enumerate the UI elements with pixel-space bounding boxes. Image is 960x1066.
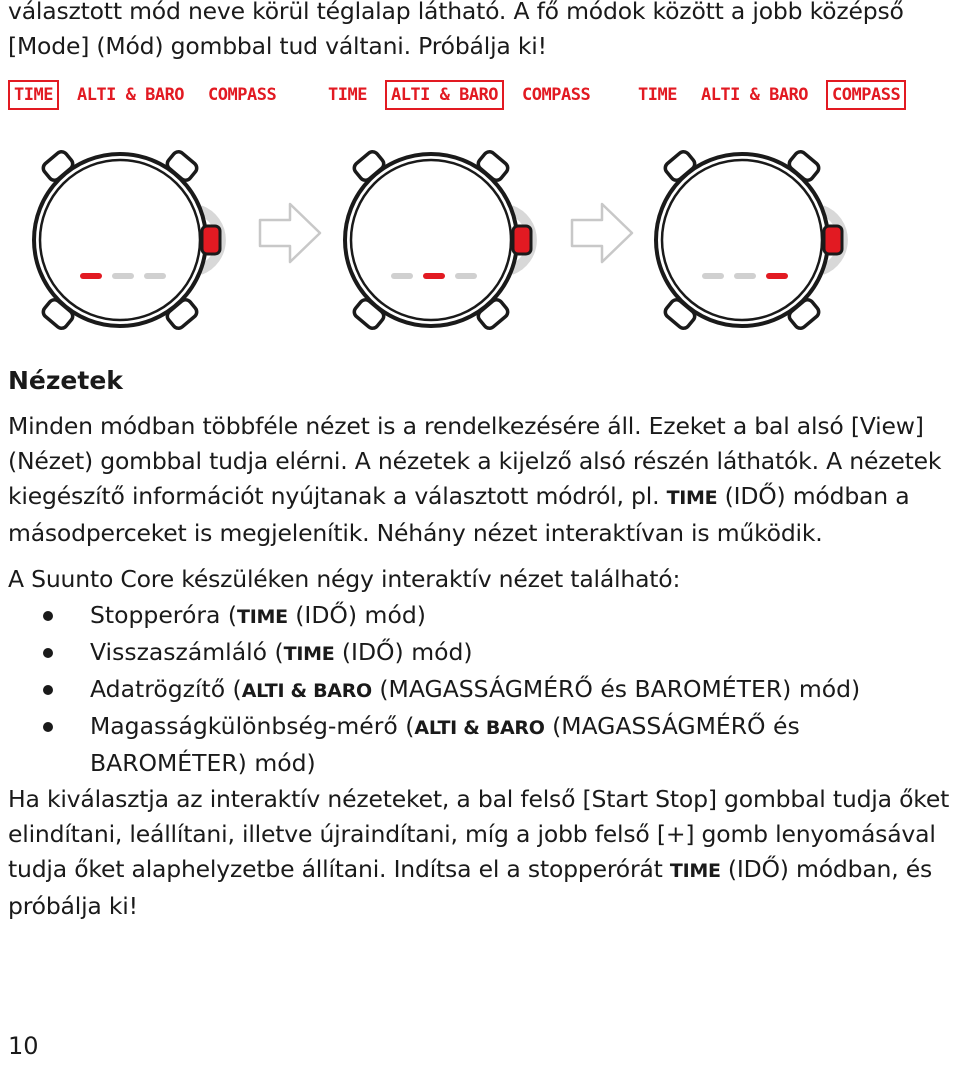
arrow-right-icon [255,198,325,268]
watch-illustration-1 [25,140,255,340]
mode-tabs-2 [322,78,596,112]
final-paragraph [8,782,956,924]
item-text: (IDŐ) mód) [287,601,426,629]
item-text: Adatrögzítő ( [90,675,242,703]
mode-indicator [702,273,724,279]
item-text: Visszaszámláló ( [90,638,284,666]
tab-time: TIME [8,80,59,110]
bullet-icon [43,648,53,658]
item-text: (MAGASSÁGMÉRŐ és BAROMÉTER) mód) [90,712,800,777]
tab-alti-baro: ALTI & BARO [385,80,504,110]
final-text-1: Ha kiválasztja az interaktív nézeteket, a bal felső [Start Stop] gombbal tudja őket elindítani, leállítani, illetve újraindítani, míg a jobb felső [+] gomb lenyomásával tudja őket alaphelyzetbe állítani. Indítsa el a stopperórát [8,785,950,883]
mode-keyword: ALTI & BARO [241,680,372,702]
views-text-2: (IDŐ) módban a másodperceket is megjelenítik. Néhány nézet interaktívan is működik. [8,482,910,547]
mode-button [202,226,220,254]
list-item [40,635,956,672]
watch-illustration-3 [647,140,877,340]
mode-indicator [391,273,413,279]
mode-button [824,226,842,254]
tab-compass: COMPASS [522,85,591,105]
section-heading: Nézetek [8,366,123,395]
mode-keyword: TIME [283,643,335,665]
watch-case [656,154,828,326]
interactive-views-list [40,598,956,781]
tab-compass: COMPASS [826,80,906,110]
mode-tabs-3 [632,78,906,112]
bullet-icon [43,611,53,621]
item-text: Stopperóra ( [90,601,238,629]
list-item [40,672,956,709]
interactive-intro: A Suunto Core készüléken négy interaktív nézet található: [8,565,681,593]
mode-tabs-1 [8,78,282,112]
active-mode-indicator [423,273,445,279]
views-paragraph [8,409,956,551]
list-item [40,709,956,781]
arrow-right-icon [567,198,637,268]
intro-line-2: [Mode] (Mód) gombbal tud váltani. Próbálja ki! [8,32,547,60]
item-text: (IDŐ) mód) [334,638,473,666]
intro-paragraph [8,0,956,64]
bullet-icon [43,685,53,695]
watch-case [345,154,517,326]
mode-keyword: TIME [666,487,718,509]
views-text-1: Minden módban többféle nézet is a rendelkezésére áll. Ezeket a bal alsó [View] (Nézet) gombbal tudja elérni. A nézetek a kijelző alsó részén láthatók. A nézetek kiegészítő információt nyújtanak a választott módról, pl. [8,412,942,510]
mode-switch-diagram [0,78,960,338]
page-number: 10 [8,1032,39,1060]
mode-indicator [455,273,477,279]
active-mode-indicator [80,273,102,279]
mode-keyword: TIME [669,860,721,882]
watch-illustration-2 [336,140,566,340]
mode-indicator [144,273,166,279]
final-text-2: (IDŐ) módban, és próbálja ki! [8,855,933,920]
list-item [40,598,956,635]
tab-alti-baro: ALTI & BARO [76,85,185,105]
mode-indicator [734,273,756,279]
item-text: Magasságkülönbség-mérő ( [90,712,415,740]
intro-line-1: választott mód neve körül téglalap látható. A fő módok között a jobb középső [8,0,904,25]
tab-compass: COMPASS [208,85,277,105]
watch-case [34,154,206,326]
mode-keyword: ALTI & BARO [414,717,545,739]
active-mode-indicator [766,273,788,279]
bullet-icon [43,722,53,732]
mode-indicator [112,273,134,279]
mode-button [513,226,531,254]
item-text: (MAGASSÁGMÉRŐ és BAROMÉTER) mód) [371,675,861,703]
tab-alti-baro: ALTI & BARO [700,85,809,105]
tab-time: TIME [638,85,677,105]
mode-keyword: TIME [237,606,288,628]
tab-time: TIME [328,85,367,105]
